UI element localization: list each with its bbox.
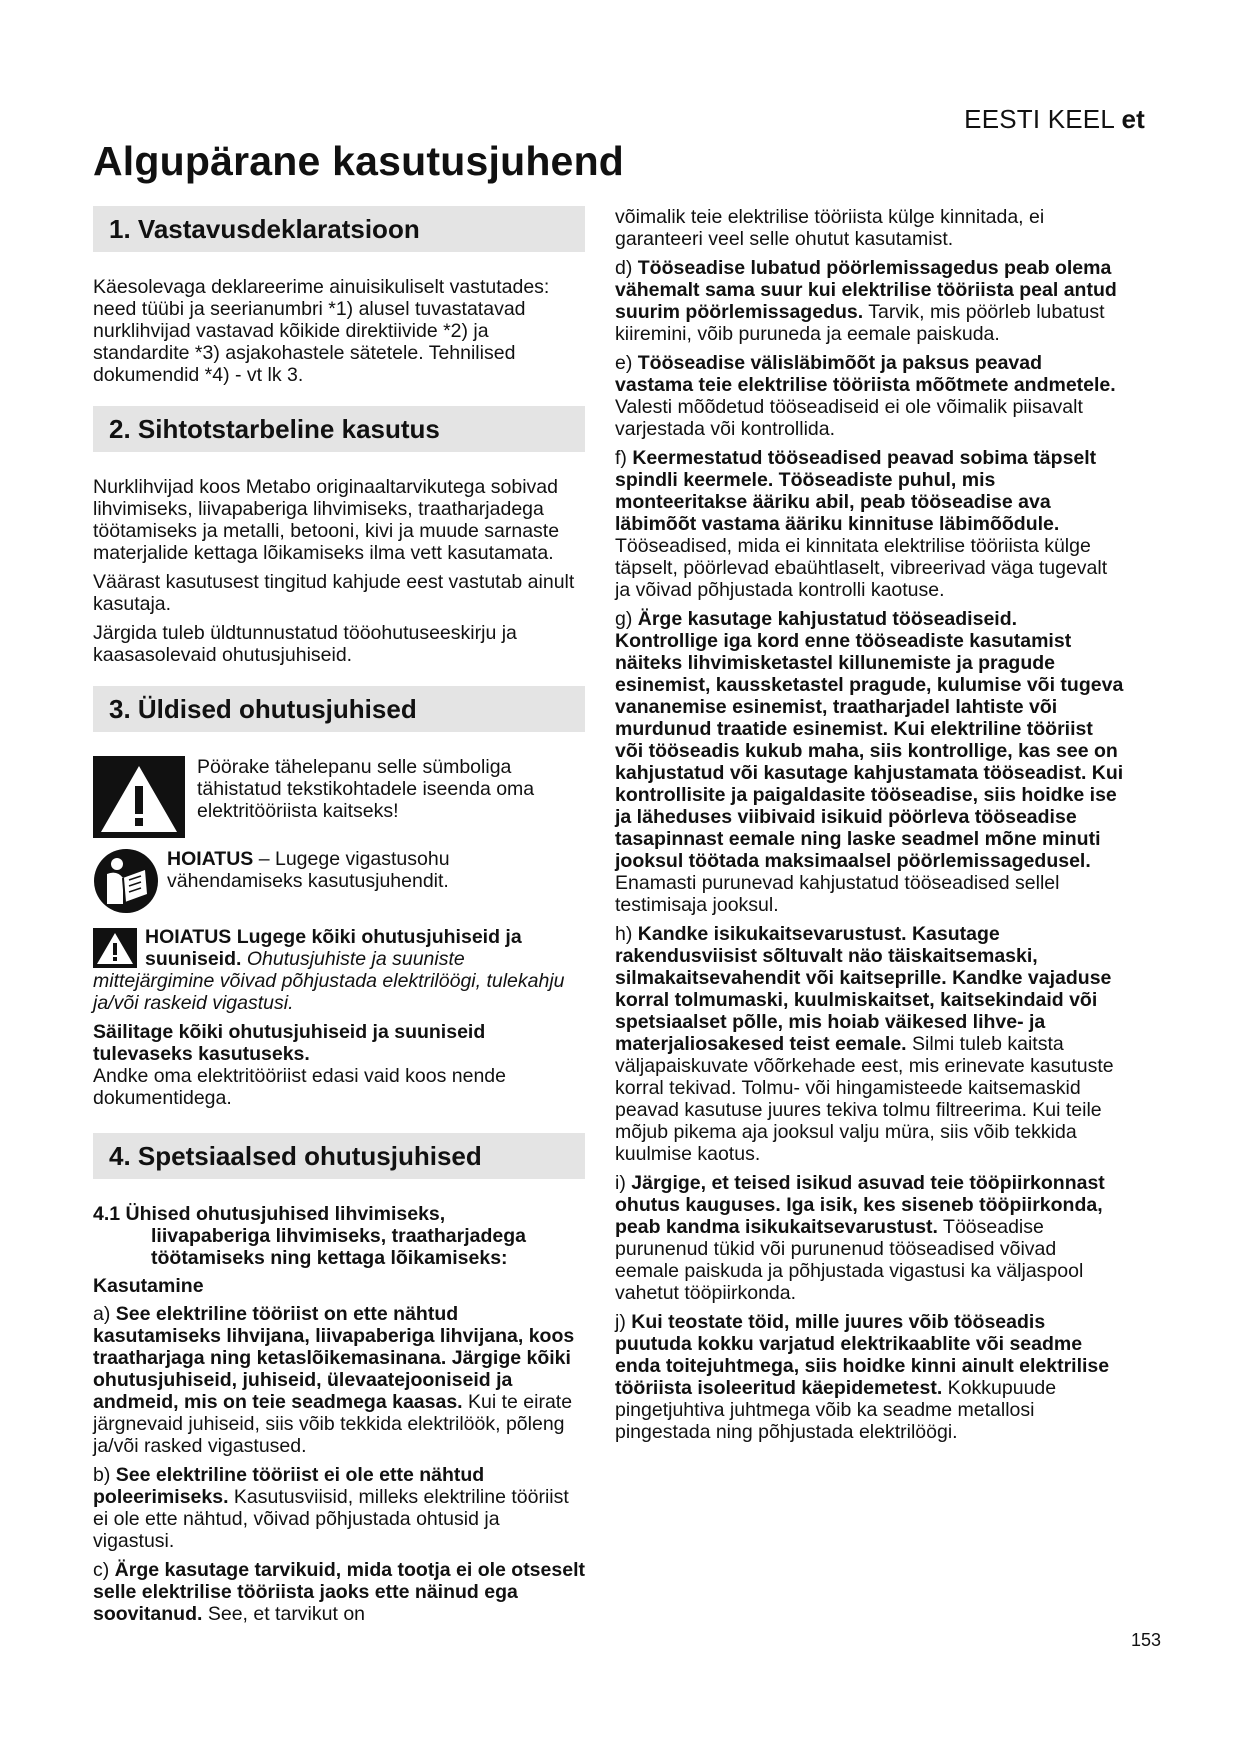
- sec1-body: Käesolevaga deklareerime ainuisikuliselt vastutades: need tüübi ja seerianumbri *1) alusel tuvastatavad nurklihvijad vastavad kõikide direktiivide *2) ja standardite *3) asjakohastele sätetele. Tehnilised dokumendid *4) - vt lk 3.: [93, 276, 550, 386]
- section-heading-2: 2. Sihtotstarbeline kasutus: [93, 406, 585, 452]
- keep-instructions: Säilitage kõiki ohutusjuhiseid ja suuniseid tulevaseks kasutuseks. Andke oma elektritööriist edasi vaid koos nende dokumentidega.: [93, 1021, 506, 1109]
- page-number: 153: [1130, 1630, 1161, 1650]
- left-column: [93, 206, 585, 1632]
- kasutamine-label: Kasutamine: [93, 1275, 204, 1297]
- item-e: e) Tööseadise välisläbimõõt ja paksus peavad vastama teie elektrilise tööriista mõõtmete andmetele. Valesti mõõdetud tööseadiseid ei ole võimalik piisavalt varjestada või kontrollida.: [615, 352, 1116, 440]
- item-d: d) Tööseadise lubatud pöörlemissagedus peab olema vähemalt sama suur kui elektrilise tööriista peal antud suurim pöörlemissagedus. Tarvik, mis pöörleb lubatust kiiremini, võib puruneda ja eemale paiskuda.: [615, 257, 1117, 345]
- sec2-p3: Järgida tuleb üldtunnustatud tööohutuseeskirju ja kaasasolevaid ohutusjuhiseid.: [93, 622, 517, 666]
- warning-symbol-row: [93, 756, 585, 838]
- right-column: [615, 206, 1125, 1450]
- hoiatus-read-text: HOIATUS – Lugege vigastusohu vähendamiseks kasutusjuhendit.: [167, 848, 450, 892]
- item-a: a) See elektriline tööriist on ette nähtud kasutamiseks lihvijana, liivapaberiga lihvijana, koos traatharjaga ning ketaslõikemasinana. Järgige kõiki ohutusjuhiseid, juhiseid, ülevaatejooniseid ja andmeid, mis on teie seadmega kaasas. Kui te eirate järgnevaid juhiseid, siis võib tekkida elektrilöök, põleng ja/või rasked vigastused.: [93, 1303, 575, 1457]
- hoiatus-all-instructions: HOIATUS Lugege kõiki ohutusjuhiseid ja suuniseid. Ohutusjuhiste ja suuniste mittejärgimine võivad põhjustada elektrilöögi, tulekahju ja/või raskeid vigastusi.: [93, 926, 565, 1014]
- subsection-4-1-heading: 4.1 Ühised ohutusjuhised lihvimiseks, liivapaberiga lihvimiseks, traatharjadega töötamiseks ning kettaga lõikamiseks:: [93, 1203, 527, 1269]
- item-b: b) See elektriline tööriist ei ole ette nähtud poleerimiseks. Kasutusviisid, milleks elektriline tööriist ei ole ette nähtud, võivad põhjustada ohtusid ja vigastusi.: [93, 1464, 569, 1552]
- item-j: j) Kui teostate töid, mille juures võib tööseadis puutuda kokku varjatud elektrikaablite või seadme enda toitejuhtmega, siis hoidke kinni ainult elektrilise tööriista isoleeritud käepidemetest. Kokkupuude pingetjuhtiva juhtmega võib ka seadme metallosi pingestada ning põhjustada elektrilöögi.: [615, 1311, 1110, 1443]
- section-heading-3: 3. Üldised ohutusjuhised: [93, 686, 585, 732]
- section-heading-4: 4. Spetsiaalsed ohutusjuhised: [93, 1133, 585, 1179]
- item-f: f) Keermestatud tööseadised peavad sobima täpselt spindli keermele. Tööseadiste puhul, mis monteeritakse ääriku abil, peab tööseadise ava läbimõõt vastama ääriku kinnituse läbimõõdule. Tööseadised, mida ei kinnitata elektrilise tööriista külge täpselt, pöörlevad ebaühtlaselt, vibreerivad väga tugevalt ja võivad põhjustada kontrolli kaotuse.: [615, 447, 1108, 601]
- language-label: EESTI KEEL et: [964, 104, 1145, 134]
- read-manual-row: [93, 848, 585, 914]
- item-c: c) Ärge kasutage tarvikuid, mida tootja ei ole otseselt selle elektrilise tööriista jaoks ette näinud ega soovitanud. See, et tarvikut on: [93, 1559, 585, 1625]
- item-i: i) Järgige, et teised isikud asuvad teie tööpiirkonnast ohutus kauguses. Iga isik, kes siseneb tööpiirkonda, peab kandma isikukaitsevarustust. Tööseadise purunenud tükid või purunenud tööseadised võivad eemale paiskuda ja põhjustada vigastusi ka väljaspool vahetut tööpiirkonda.: [615, 1172, 1105, 1304]
- sec2-p2: Väärast kasutusest tingitud kahjude eest vastutab ainult kasutaja.: [93, 571, 575, 615]
- page-title: Algupärane kasutusjuhend: [93, 138, 625, 184]
- read-manual-icon: [93, 848, 159, 914]
- item-g: g) Ärge kasutage kahjustatud tööseadiseid. Kontrollige iga kord enne tööseadiste kasutamist näiteks lihvimisketastel killunemiste ja pragude esinemist, kaussketastel pragude, kulumise või tugeva vananemise esinemist, traatharjadel lahtiste või murdunud traatide esinemist. Kui elektriline tööriist või tööseadis kukub maha, siis kontrollige, kas see on kahjustatud või kasutage kahjustamata tööseadist. Kui kontrollisite ja paigaldasite tööseadise, siis hoidke ise ja läheduses viibivaid isikuid pöörleva tööseadise tasapinnast eemale ning laske seadmel mõne minuti jooksul töötada maksimaalsel pöörlemissagedusel. Enamasti purunevad kahjustatud tööseadised sellel testimisaja jooksul.: [615, 608, 1124, 916]
- item-h: h) Kandke isikukaitsevarustust. Kasutage rakendusviisist sõltuvalt näo täiskaitsemaski, silmakaitsevahendit või kaitseprille. Kandke vajaduse korral tolmumaski, kuulmiskaitset, kaitsekindaid või spetsiaalset põlle, mis hoiab väikesed lihve- ja materjaliosakesed teist eemale. Silmi tuleb kaitsta väljapaiskuvate võõrkehade eest, mis erinevate kasutuste korral tekivad. Tolmu- või hingamisteede kaitsemaskid peavad kasutuse juures tekiva tolmu filtreerima. Kui teile mõjub pikema aja jooksul valju müra, siis võib tekkida kuulmise kaotus.: [615, 923, 1114, 1165]
- language-code: et: [1121, 104, 1145, 134]
- warning-triangle-icon: [93, 756, 185, 838]
- warning-symbol-text: Pöörake tähelepanu selle sümboliga tähistatud tekstikohtadele iseenda oma elektritööriista kaitseks!: [197, 756, 535, 822]
- item-c-continued: võimalik teie elektrilise tööriista külge kinnitada, ei garanteeri veel selle ohutut kasutamist.: [615, 206, 1045, 250]
- section-heading-1: 1. Vastavusdeklaratsioon: [93, 206, 585, 252]
- small-warning-triangle-icon: [93, 928, 137, 968]
- sec2-p1: Nurklihvijad koos Metabo originaaltarvikutega sobivad lihvimiseks, liivapaberiga lihvimiseks, traatharjadega töötamiseks ja metalli, betooni, kivi ja muude sarnaste materjalide kettaga lõikamiseks ilma vett kasutamata.: [93, 476, 560, 564]
